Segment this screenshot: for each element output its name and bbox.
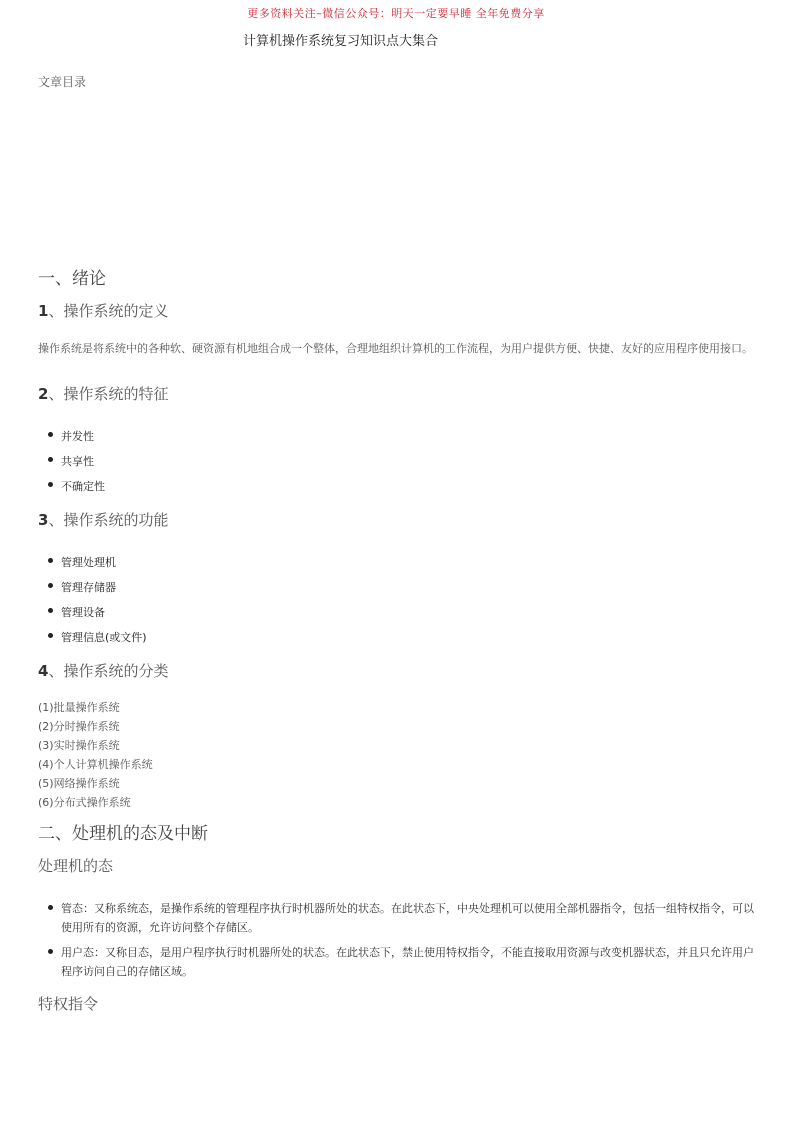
list-item [38,899,758,937]
subheading-functions [38,509,168,530]
list-item: (1)批量操作系统 [38,701,120,714]
list-item-text: 管态：又称系统态，是操作系统的管理程序执行时机器所处的状态。在此状态下，中央处理机可以使用全部机器指令，包括一组特权指令，可以使用所有的资源，允许访问整个存储区。 [61,902,754,934]
bullet-icon [48,558,53,563]
definition-paragraph: 操作系统是将系统中的各种软、硬资源有机地组合成一个整体，合理地组织计算机的工作流程，为用户提供方便、快捷、友好的应用程序使用接口。 [38,342,753,355]
subheading-classification [38,660,168,681]
list-item: (2)分时操作系统 [38,720,120,733]
subheading-text: 、操作系统的特征 [48,385,169,403]
functions-list [38,555,147,655]
bullet-icon [48,608,53,613]
subheading-privileged-instructions: 特权指令 [38,995,99,1013]
subheading-processor-states: 处理机的态 [38,857,114,875]
bullet-icon [48,633,53,638]
subheading-number: 2 [38,385,49,403]
list-item [38,454,105,479]
subheading-text: 、操作系统的功能 [48,511,169,529]
bullet-icon [48,905,53,910]
subheading-features [38,383,168,404]
list-item: (4)个人计算机操作系统 [38,758,153,771]
subheading-number: 3 [38,511,49,529]
document-title: 计算机操作系统复习知识点大集合 [243,34,439,49]
features-list [38,429,105,504]
processor-states-list [38,899,758,987]
list-item [38,555,147,580]
bullet-icon [48,949,53,954]
list-item: (5)网络操作系统 [38,777,120,790]
list-item [38,580,147,605]
list-item: (6)分布式操作系统 [38,796,131,809]
list-item [38,943,758,981]
list-item-text: 管理设备 [61,606,105,619]
subheading-text: 、操作系统的定义 [48,302,169,320]
list-item-text: 管理存储器 [61,581,116,594]
bullet-icon [48,482,53,487]
list-item-text: 管理处理机 [61,556,116,569]
subheading-number: 1 [38,302,49,320]
list-item [38,479,105,504]
list-item-text: 用户态：又称目态，是用户程序执行时机器所处的状态。在此状态下，禁止使用特权指令，不能直接取用资源与改变机器状态，并且只允许用户程序访问自己的存储区域。 [61,946,754,978]
list-item [38,605,147,630]
bullet-icon [48,432,53,437]
list-item-text: 管理信息(或文件) [61,631,147,644]
bullet-icon [48,583,53,588]
list-item-text: 共享性 [61,455,94,468]
promo-banner: 更多资料关注–微信公众号：明天一定要早睡 全年免费分享 [247,7,545,20]
subheading-definition [38,300,168,321]
list-item [38,630,147,655]
subheading-text: 、操作系统的分类 [48,662,169,680]
list-item: (3)实时操作系统 [38,739,120,752]
toc-heading: 文章目录 [38,75,87,89]
section-heading-processor: 二、处理机的态及中断 [38,824,208,844]
subheading-number: 4 [38,662,49,680]
list-item-text: 不确定性 [61,480,105,493]
section-heading-intro: 一、绪论 [38,269,106,289]
classification-list [38,698,153,812]
list-item [38,429,105,454]
bullet-icon [48,457,53,462]
list-item-text: 并发性 [61,430,94,443]
